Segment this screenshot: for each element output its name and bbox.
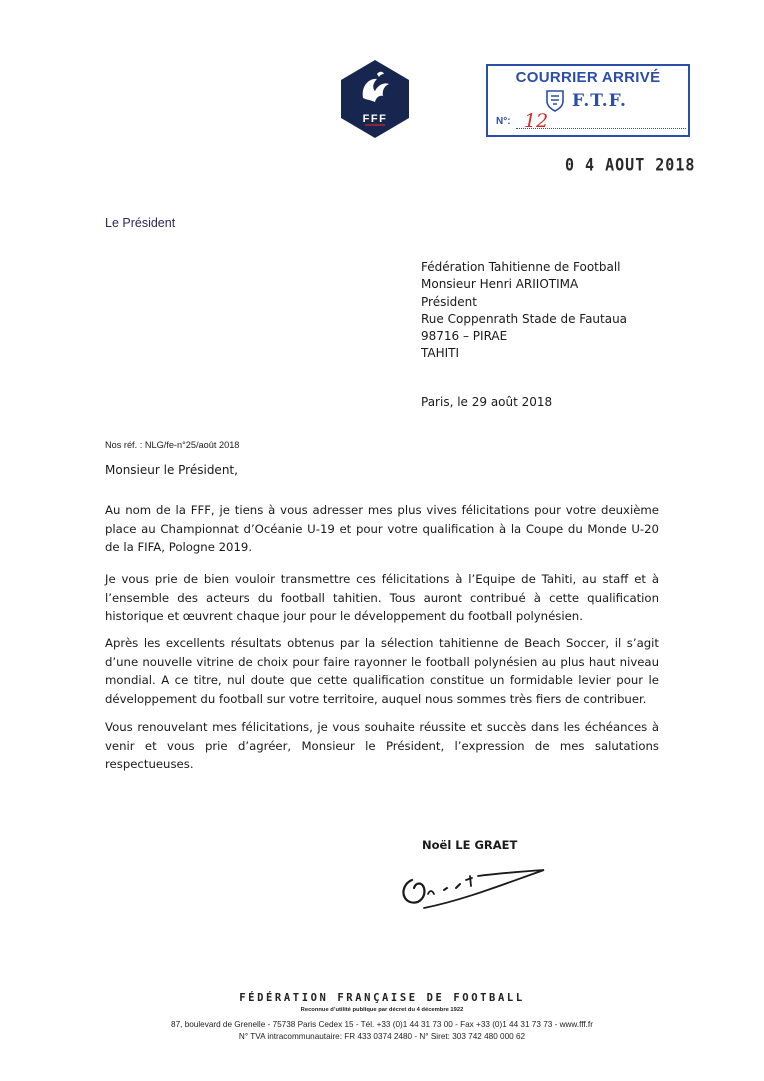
reference: Nos réf. : NLG/fe-n°25/août 2018	[105, 440, 240, 450]
ftf-seal-icon	[544, 88, 566, 112]
recipient-line: TAHITI	[421, 346, 460, 361]
recipient-address	[421, 259, 627, 363]
footer-org-name: FÉDÉRATION FRANÇAISE DE FOOTBALL	[239, 992, 525, 1004]
stamp-number-label: N°:	[496, 116, 511, 127]
recipient-line: 98716 – PIRAE	[421, 329, 508, 344]
logo-text: FFF	[362, 113, 388, 125]
sender-title: Le Président	[105, 216, 176, 230]
body-paragraph: Au nom de la FFF, je tiens à vous adresser mes plus vives félicitations pour votre deuxième place au Championnat d’Océanie U-19 et pour votre qualification à la Coupe du Monde U-20 de la FIFA, Pologne 2019.	[105, 503, 659, 554]
signer-name: Noël LE GRAET	[422, 838, 518, 852]
body-paragraph: Je vous prie de bien vouloir transmettre ces félicitations à l’Equipe de Tahiti, au staff et à l’ensemble des acteurs du football tahitien. Tous auront contribué à cette qualification historique et œuvrent chaque jour pour le développement du football polynésien.	[105, 572, 659, 623]
reception-stamp	[486, 64, 690, 137]
footer-address: 87, boulevard de Grenelle - 75738 Paris Cedex 15 - Tél. +33 (0)1 44 31 73 00 - Fax +33 (0)1 44 31 73 73 - www.fff.fr	[171, 1020, 593, 1029]
stamp-org: F.T.F.	[572, 91, 627, 111]
stamp-date: 0 4 AOUT 2018	[565, 154, 696, 176]
body-paragraph: Après les excellents résultats obtenus par la sélection tahitienne de Beach Soccer, il s’agit d’une nouvelle vitrine de choix pour faire rayonner le football polynésien au plus haut niveau mondial. A ce titre, nul doute que cette qualification constitue un formidable levier pour le développement du football sur votre territoire, auquel nous sommes très fiers de contribuer.	[105, 636, 659, 706]
recipient-line: Président	[421, 294, 477, 309]
letter-date: Paris, le 29 août 2018	[421, 395, 553, 409]
recipient-line: Monsieur Henri ARIIOTIMA	[421, 277, 579, 292]
stamp-number-value: 12	[524, 110, 549, 132]
fff-logo	[337, 58, 413, 140]
recipient-line: Fédération Tahitienne de Football	[421, 260, 621, 274]
body-paragraph: Vous renouvelant mes félicitations, je vous souhaite réussite et succès dans les échéances à venir et vous prie d’agréer, Monsieur le Président, l’expression de mes salutations respectueuses.	[105, 720, 659, 771]
recipient-line: Rue Coppenrath Stade de Fautaua	[421, 311, 628, 326]
handwritten-signature	[394, 862, 554, 912]
salutation: Monsieur le Président,	[105, 463, 238, 477]
footer-tva: N° TVA intracommunautaire: FR 433 0374 2480 - N° Siret: 303 742 480 000 62	[238, 1032, 526, 1041]
stamp-title: COURRIER ARRIVÉ	[515, 69, 661, 86]
footer-subtitle: Reconnue d’utilité publique par décret du 4 décembre 1922	[300, 1007, 464, 1013]
